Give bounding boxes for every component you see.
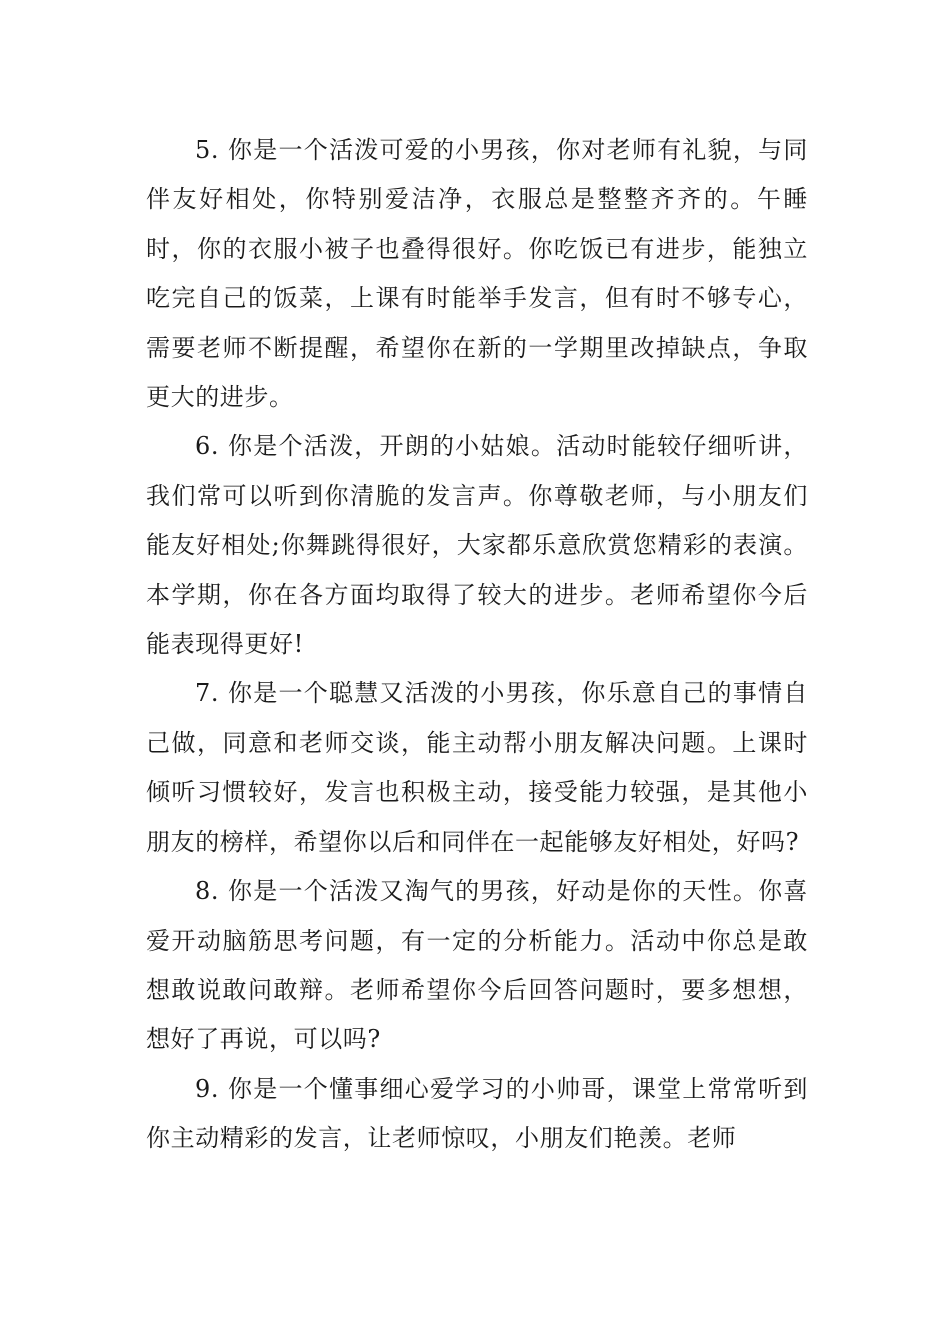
paragraph-5: 5. 你是一个活泼可爱的小男孩，你对老师有礼貌，与同伴友好相处，你特别爱洁净，衣服总是整整齐齐的。午睡时，你的衣服小被子也叠得很好。你吃饭已有进步，能独立吃完自己的饭菜，上课有时能举手发言，但有时不够专心，需要老师不断提醒，希望你在新的一学期里改掉缺点，争取更大的进步。: [146, 136, 808, 412]
paragraph-7: 7. 你是一个聪慧又活泼的小男孩，你乐意自己的事情自己做，同意和老师交谈，能主动帮小朋友解决问题。上课时倾听习惯较好，发言也积极主动，接受能力较强，是其他小朋友的榜样，希望你以后和同伴在一起能够友好相处，好吗?: [146, 679, 808, 856]
document-body: [146, 126, 808, 1164]
paragraph-8: 8. 你是一个活泼又淘气的男孩，好动是你的天性。你喜爱开动脑筋思考问题，有一定的分析能力。活动中你总是敢想敢说敢问敢辩。老师希望你今后回答问题时，要多想想，想好了再说，可以吗?: [146, 877, 808, 1054]
paragraph-9: 9. 你是一个懂事细心爱学习的小帅哥，课堂上常常听到你主动精彩的发言，让老师惊叹，小朋友们艳羡。老师: [146, 1074, 808, 1153]
paragraph-6: 6. 你是个活泼，开朗的小姑娘。活动时能较仔细听讲，我们常可以听到你清脆的发言声。你尊敬老师，与小朋友们能友好相处;你舞跳得很好，大家都乐意欣赏您精彩的表演。本学期，你在各方面均取得了较大的进步。老师希望你今后能表现得更好!: [146, 432, 808, 659]
